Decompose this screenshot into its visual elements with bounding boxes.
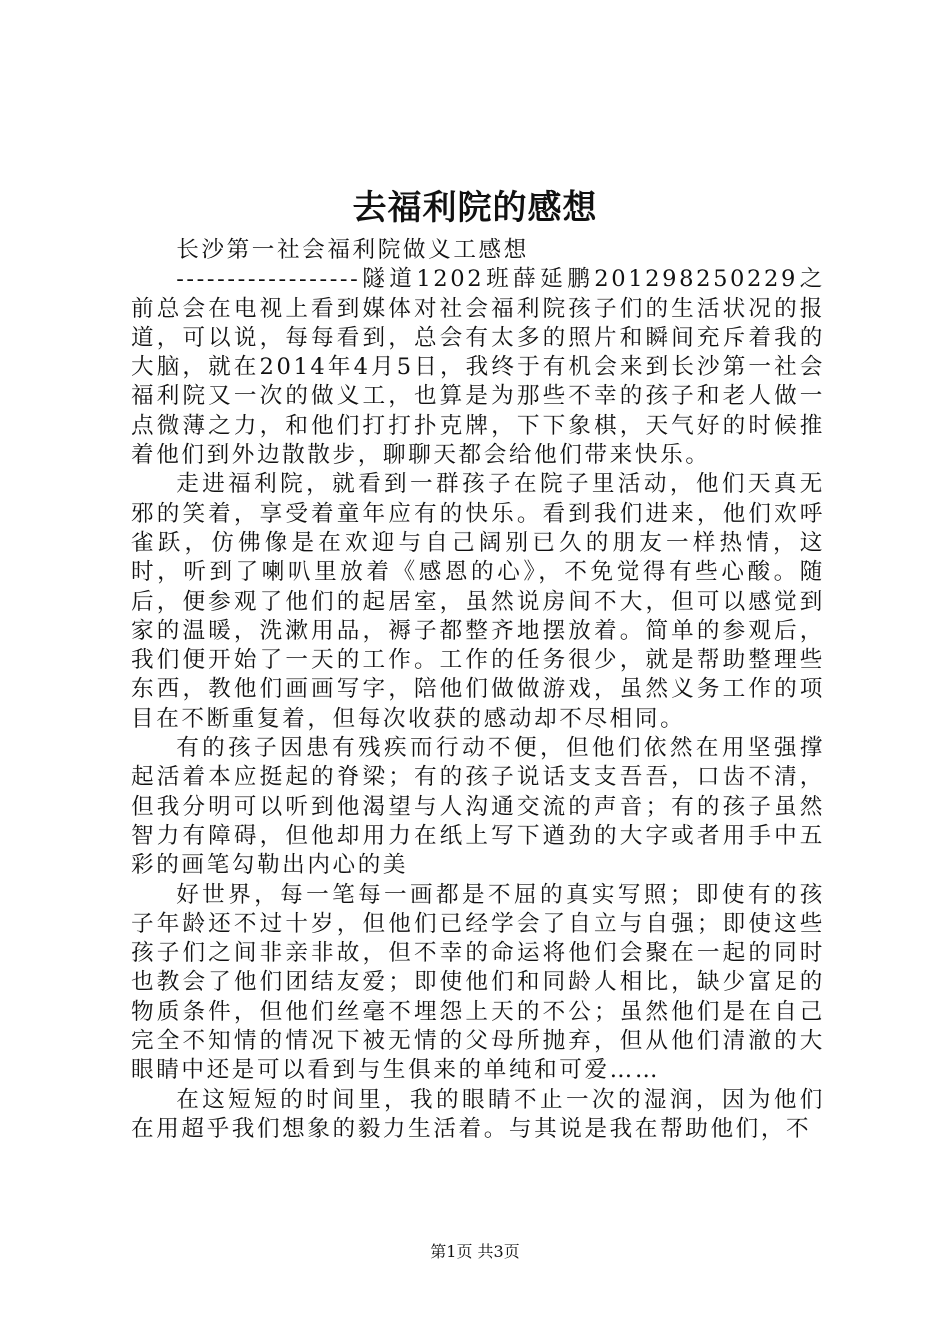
paragraph-subtitle: 长沙第一社会福利院做义工感想 xyxy=(176,237,529,263)
page-footer: 第1页 共3页 xyxy=(430,1242,520,1261)
document-body xyxy=(131,236,825,1144)
paragraph-2: 走进福利院，就看到一群孩子在院子里活动，他们天真无邪的笑着，享受着童年应有的快乐。看到我们进来，他们欢呼雀跃，仿佛像是在欢迎与自己阔别已久的朋友一样热情，这时，听到了喇叭里放着《感恩的心》，不免觉得有些心酸。随后，便参观了他们的起居室，虽然说房间不大，但可以感觉到家的温暖，洗漱用品，褥子都整齐地摆放着。简单的参观后，我们便开始了一天的工作。工作的任务很少，就是帮助整理些东西，教他们画画写字，陪他们做做游戏，虽然义务工作的项目在不断重复着，但每次收获的感动却不尽相同。 xyxy=(131,471,825,732)
paragraph-3: 有的孩子因患有残疾而行动不便，但他们依然在用坚强撑起活着本应挺起的脊梁；有的孩子说话支支吾吾，口齿不清，但我分明可以听到他渴望与人沟通交流的声音；有的孩子虽然智力有障碍，但他却用力在纸上写下遒劲的大字或者用手中五彩的画笔勾勒出内心的美 xyxy=(131,735,825,879)
paragraph-4: 好世界，每一笔每一画都是不屈的真实写照；即使有的孩子年龄还不过十岁，但他们已经学会了自立与自强；即使这些孩子们之间非亲非故，但不幸的命运将他们会聚在一起的同时也教会了他们团结友爱；即使他们和同龄人相比，缺少富足的物质条件，但他们丝毫不埋怨上天的不公；虽然他们是在自己完全不知情的情况下被无情的父母所抛弃，但从他们清澈的大眼睛中还是可以看到与生俱来的单纯和可爱…… xyxy=(131,881,825,1084)
paragraph-1: ------------------隧道1202班薛延鹏201298250229之前总会在电视上看到媒体对社会福利院孩子们的生活状况的报道，可以说，每每看到，总会有太多的照片和瞬间充斥着我的大脑，就在2014年4月5日，我终于有机会来到长沙第一社会福利院又一次的做义工，也算是为那些不幸的孩子和老人做一点微薄之力，和他们打打扑克牌，下下象棋，天气好的时候推着他们到外边散散步，聊聊天都会给他们带来快乐。 xyxy=(131,266,825,469)
paragraph-5: 在这短短的时间里，我的眼睛不止一次的湿润，因为他们在用超乎我们想象的毅力生活着。与其说是我在帮助他们，不 xyxy=(131,1086,825,1142)
document-title: 去福利院的感想 xyxy=(352,188,598,228)
